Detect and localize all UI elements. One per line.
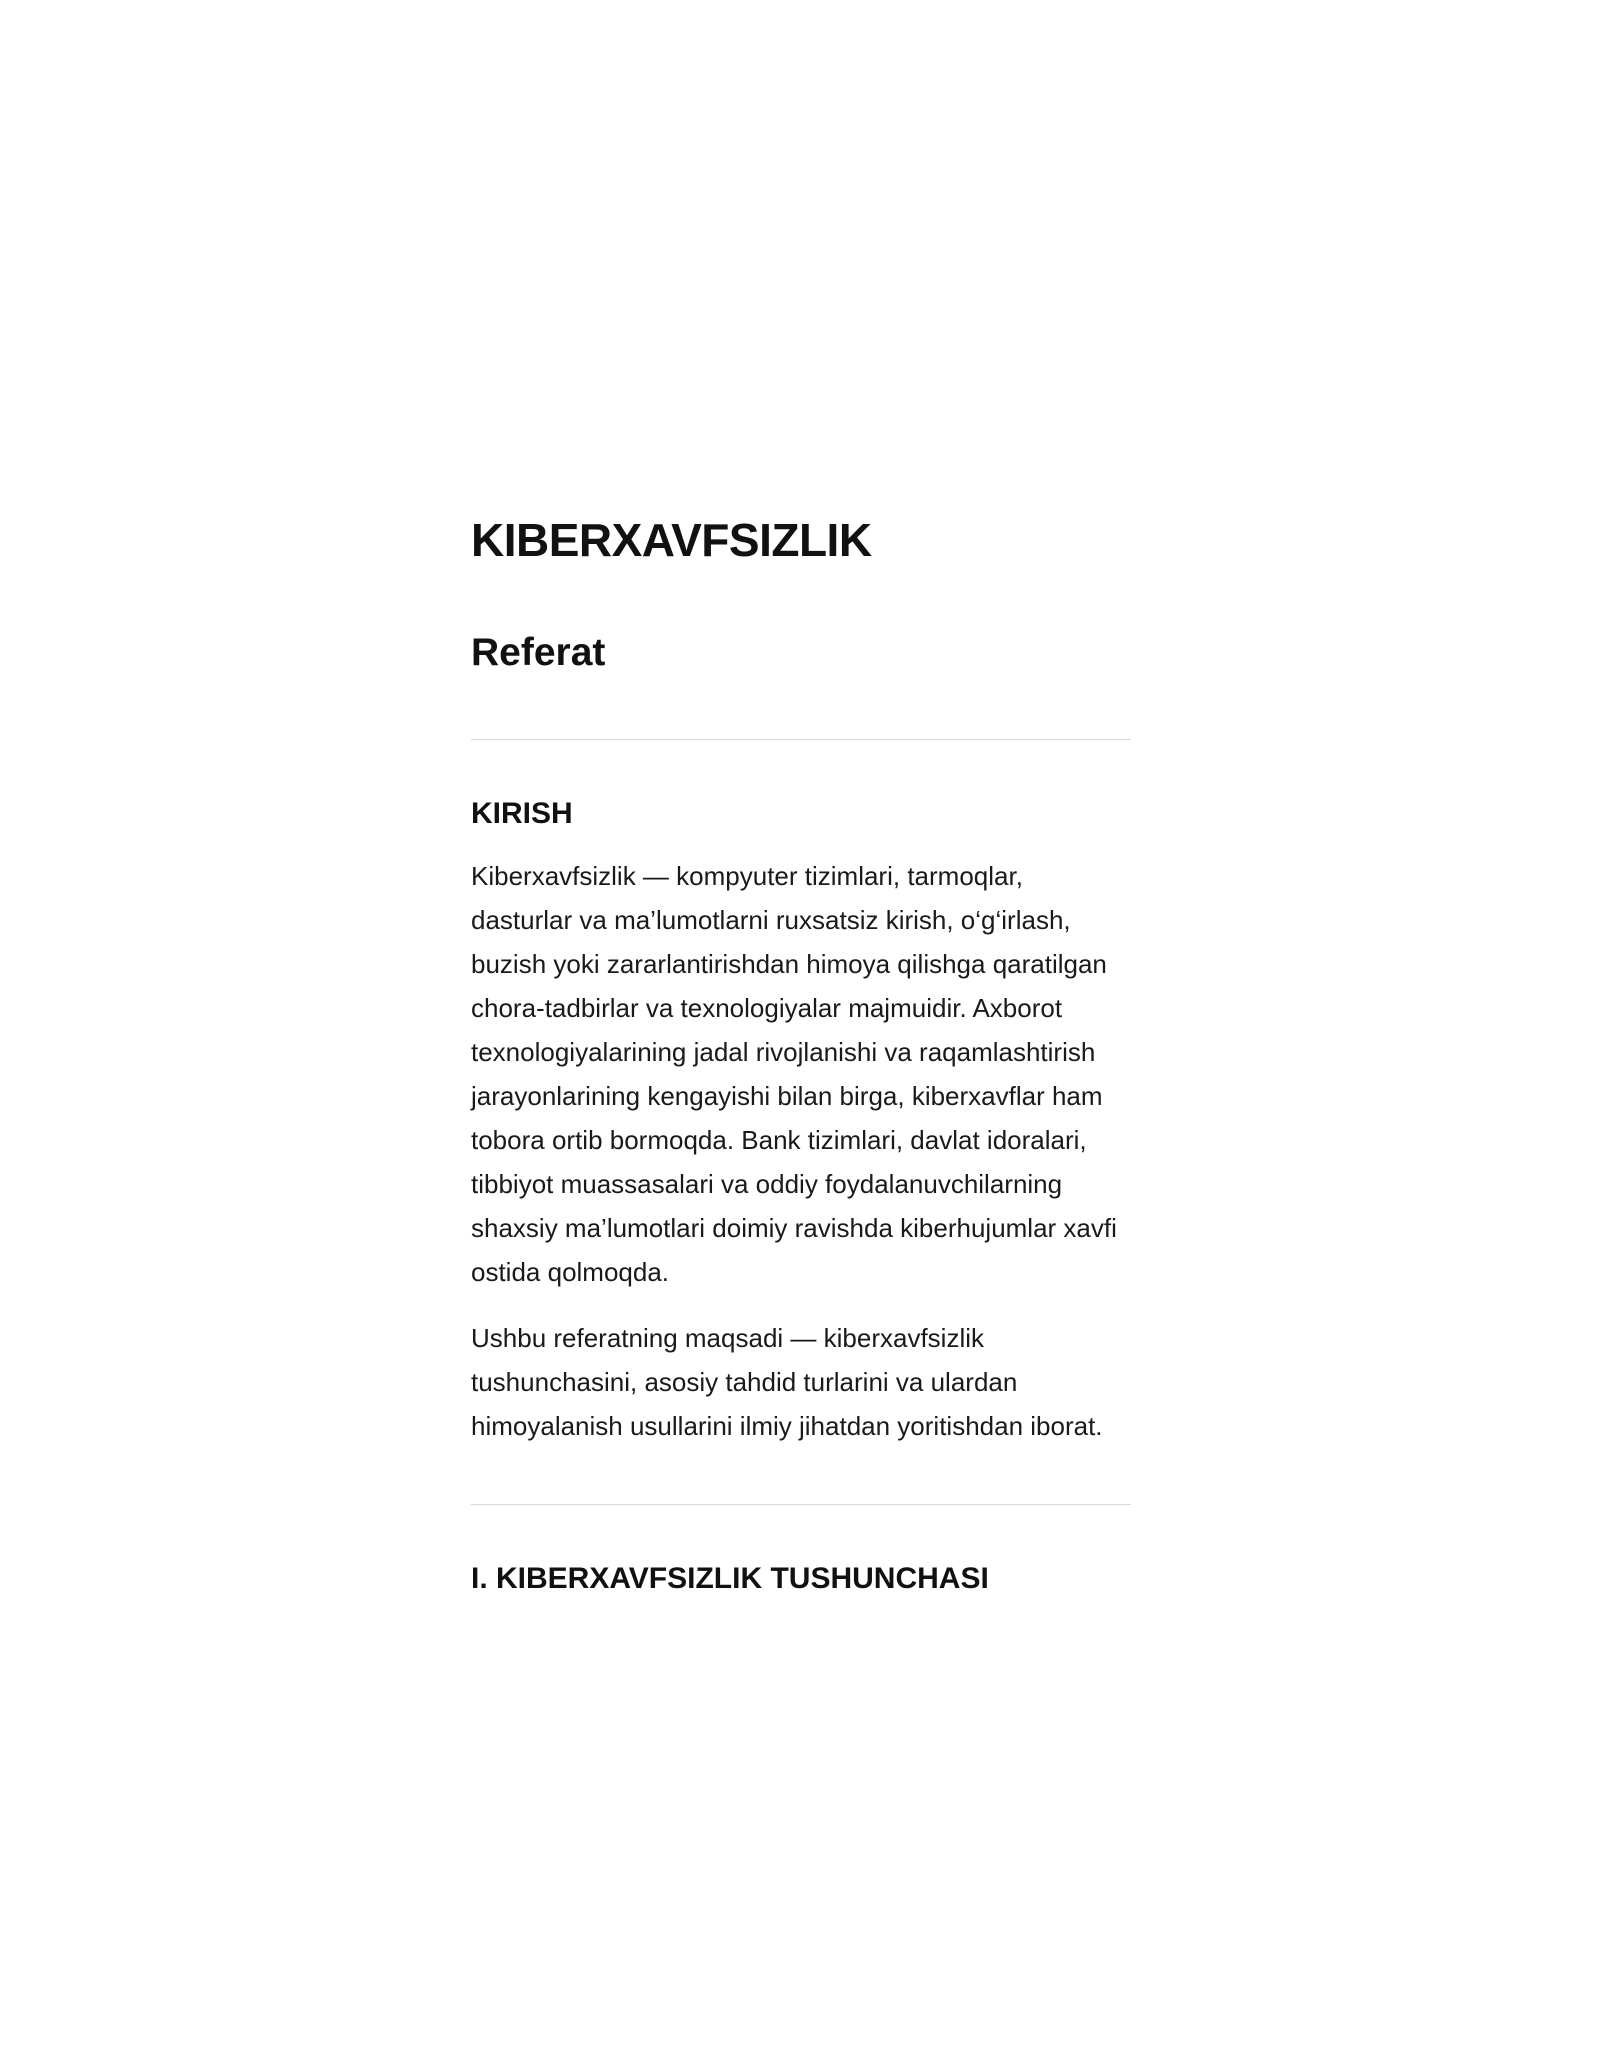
introduction-paragraph-1: Kiberxavfsizlik — kompyuter tizimlari, tarmoqlar, dasturlar va ma’lumotlarni ruxsatsiz kirish, o‘g‘irlash, buzish yoki zararlantirishdan himoya qilishga qaratilgan chora-tadbirlar va texnologiyalar majmuidir. Axborot texnologiyalarining jadal rivojlanishi va raqamlashtirish jarayonlarining kengayishi bilan birga, kiberxavflar ham tobora ortib bormoqda. Bank tizimlari, davlat idoralari, tibbiyot muassasalari va oddiy foydalanuvchilarning shaxsiy ma’lumotlari doimiy ravishda kiberhujumlar xavfi ostida qolmoqda. bbox=[471, 861, 1117, 1287]
introduction-paragraph-2: Ushbu referatning maqsadi — kiberxavfsizlik tushunchasini, asosiy tahdid turlarini va ulardan himoyalanish usullarini ilmiy jihatdan yoritishdan iborat. bbox=[471, 1323, 1103, 1441]
section-divider bbox=[471, 739, 1131, 740]
document-content bbox=[471, 505, 1131, 1601]
section-heading-introduction: KIRISH bbox=[471, 797, 573, 830]
section-divider bbox=[471, 1504, 1131, 1505]
document-title: KIBERXAVFSIZLIK bbox=[471, 514, 872, 566]
section-heading-concept: I. KIBERXAVFSIZLIK TUSHUNCHASI bbox=[471, 1562, 989, 1595]
document-subtitle: Referat bbox=[471, 631, 606, 674]
